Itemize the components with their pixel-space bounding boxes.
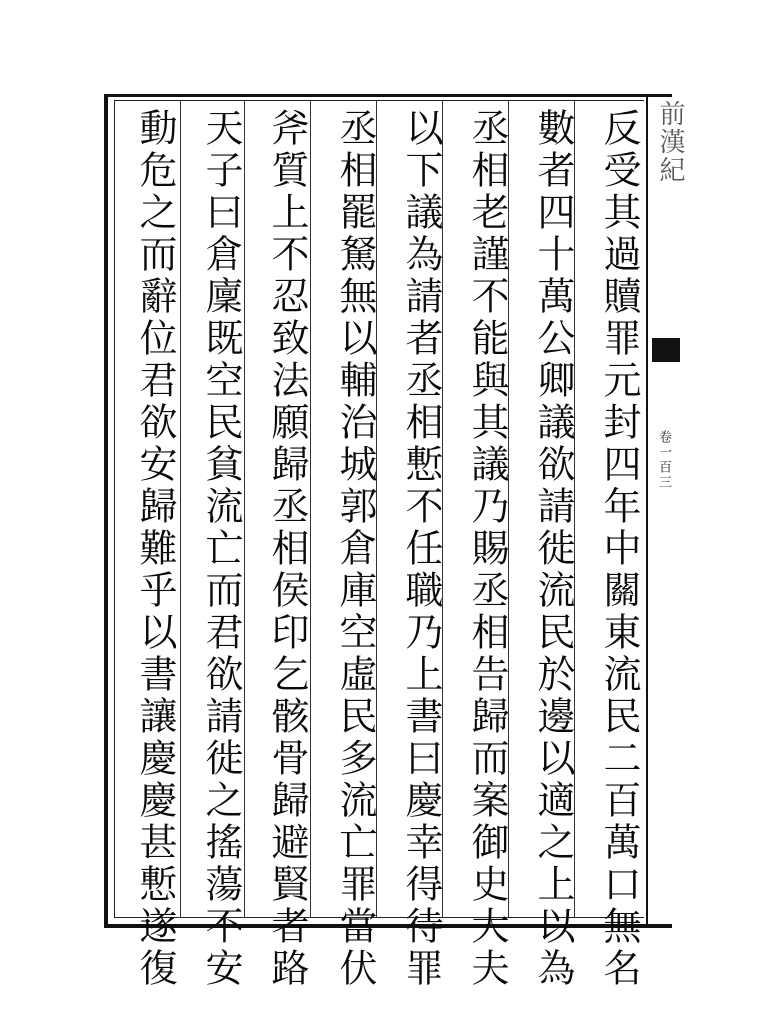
text-column-2: 數者四十萬公卿議欲請徙流民於邊以適之上以為 bbox=[531, 108, 575, 990]
text-column-6: 斧質上不忍致法願歸丞相侯印乞骸骨歸避賢者路 bbox=[265, 108, 309, 990]
text-column-7: 天子曰倉廩既空民貧流亡而君欲請徙之搖蕩不安 bbox=[199, 108, 243, 990]
juan-number: 卷一百三 bbox=[656, 430, 671, 490]
book-title: 前漢紀 bbox=[655, 100, 685, 184]
text-column-4: 以下議為請者丞相慙不任職乃上書曰慶幸得待罪 bbox=[399, 108, 443, 990]
text-column-5: 丞相罷駑無以輔治城郭倉庫空虛民多流亡罪當伏 bbox=[333, 108, 377, 990]
fold-column bbox=[646, 94, 686, 928]
text-column-3: 丞相老謹不能與其議乃賜丞相告歸而案御史大夫 bbox=[465, 108, 509, 990]
text-column-8: 動危之而辭位君欲安歸難乎以書讓慶慶甚慙遂復 bbox=[133, 108, 177, 990]
column-rule bbox=[244, 100, 245, 918]
fish-tail-mark bbox=[652, 338, 680, 362]
text-column-1: 反受其過贖罪元封四年中關東流民二百萬口無名 bbox=[597, 108, 641, 990]
column-rule bbox=[180, 100, 181, 918]
column-rule bbox=[310, 100, 311, 918]
